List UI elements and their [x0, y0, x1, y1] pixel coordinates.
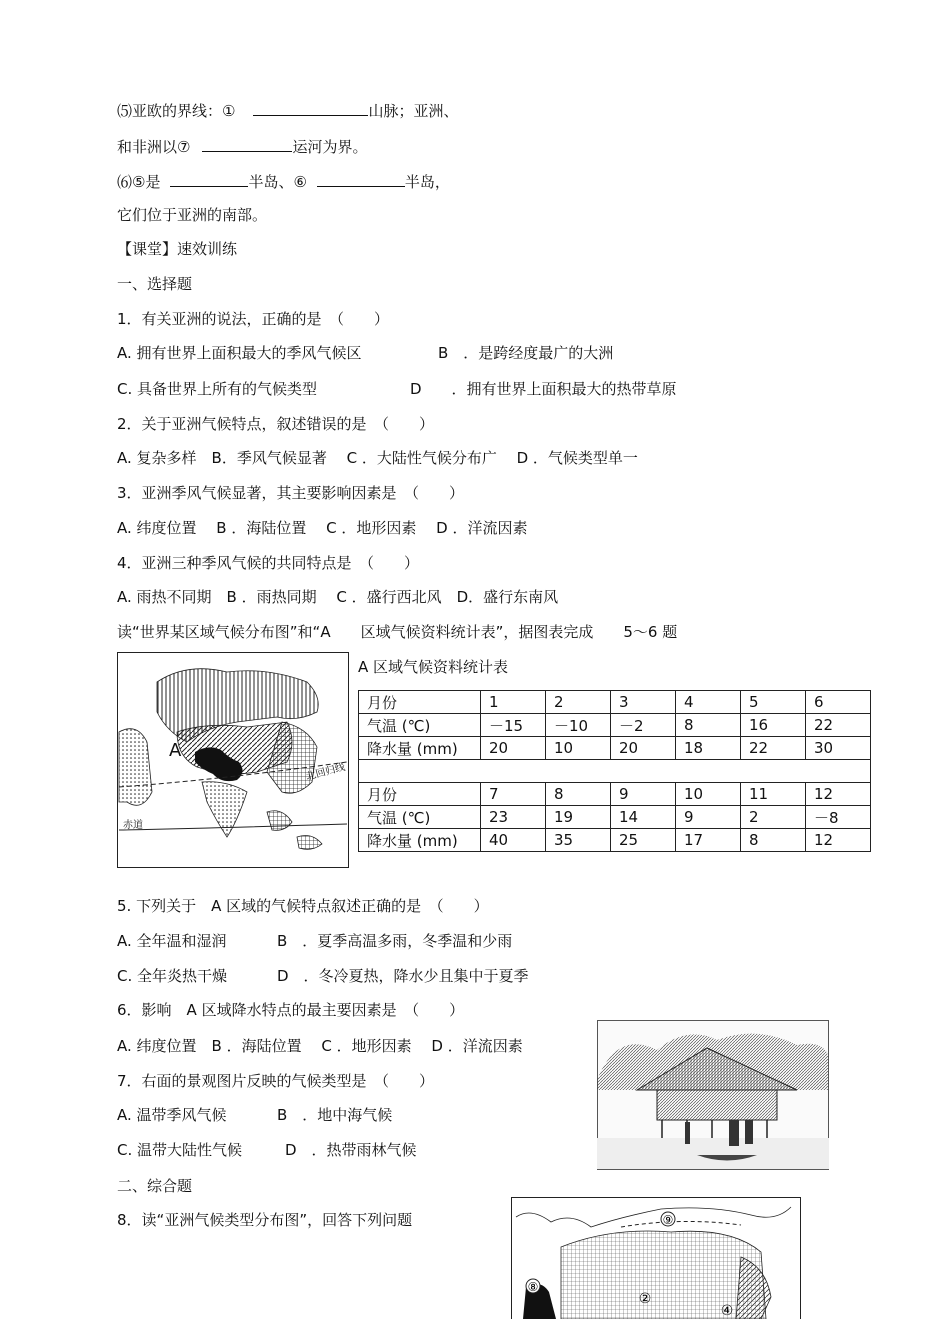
table-cell: 10 — [676, 783, 741, 806]
q3-options[interactable]: A. 纬度位置 B ．海陆位置 C ．地形因素 D ．洋流因素 — [117, 519, 528, 537]
table-cell: 12 — [806, 829, 871, 852]
table-cell: 23 — [481, 806, 546, 829]
table-cell: 4 — [676, 691, 741, 714]
q3-stem: 3．亚洲季风气候显著，其主要影响因素是 （ ） — [117, 484, 465, 502]
table-cell: 14 — [611, 806, 676, 829]
q1-option-a[interactable]: A. 拥有世界上面积最大的季风气候区 — [117, 344, 362, 362]
q1-option-b[interactable]: B ．是跨经度最广的大洲 — [438, 344, 614, 362]
q7-option-b[interactable]: B ．地中海气候 — [277, 1106, 393, 1124]
asia-climate-map — [511, 1197, 801, 1319]
table-header-temp: 气温 (℃) — [359, 714, 481, 737]
table-cell: 19 — [546, 806, 611, 829]
q7-stem: 7．右面的景观图片反映的气候类型是 （ ） — [117, 1072, 435, 1090]
q4-options[interactable]: A. 雨热不同期 B ．雨热同期 C ．盛行西北风 D．盛行东南风 — [117, 588, 559, 606]
table-cell: －8 — [806, 806, 871, 829]
map-label-a: A — [169, 740, 182, 761]
section5-mid: 山脉；亚洲、 — [368, 102, 459, 120]
table-row — [359, 806, 871, 829]
table-cell: 8 — [741, 829, 806, 852]
table-cell: 16 — [741, 714, 806, 737]
blank-peninsula-5[interactable] — [170, 170, 248, 187]
part2-title: 二、综合题 — [117, 1177, 193, 1195]
table-cell: 1 — [481, 691, 546, 714]
table-cell: －2 — [611, 714, 676, 737]
q7-option-d[interactable]: D ．热带雨林气候 — [285, 1141, 417, 1159]
table-cell: 5 — [741, 691, 806, 714]
section6-prefix: ⑹⑤是 — [117, 173, 161, 191]
table-cell: 18 — [676, 737, 741, 760]
part1-title: 一、选择题 — [117, 275, 193, 293]
q1-option-c[interactable]: C. 具备世界上所有的气候类型 — [117, 380, 318, 398]
map-label-8: ⑧ — [527, 1280, 539, 1294]
table-row — [359, 829, 871, 852]
table-cell: 2 — [546, 691, 611, 714]
q2-stem: 2．关于亚洲气候特点，叙述错误的是 （ ） — [117, 415, 435, 433]
tropic-label: 北回归线 — [304, 761, 347, 783]
section6-suffix: 半岛， — [404, 173, 450, 191]
q5-option-b[interactable]: B ．夏季高温多雨，冬季温和少雨 — [277, 932, 513, 950]
table-cell: 22 — [806, 714, 871, 737]
q2-options[interactable]: A. 复杂多样 B．季风气候显著 C ．大陆性气候分布广 D ．气候类型单一 — [117, 449, 638, 467]
section5-prefix: ⑸亚欧的界线：① — [117, 102, 236, 120]
section5-line2-suffix: 运河为界。 — [292, 138, 368, 156]
q5-option-a[interactable]: A. 全年温和湿润 — [117, 932, 227, 950]
blank-mountain[interactable] — [253, 99, 368, 116]
table-cell: 40 — [481, 829, 546, 852]
table-spacer-row — [359, 760, 871, 783]
section5-line1 — [117, 99, 458, 121]
table-cell: 25 — [611, 829, 676, 852]
equator-label: 赤道 — [123, 820, 143, 831]
table-header-month: 月份 — [359, 691, 481, 714]
q6-stem: 6．影响 A 区域降水特点的最主要因素是 （ ） — [117, 1001, 465, 1019]
section5-line2-prefix: 和非洲以⑦ — [117, 138, 191, 156]
section6-line2: 它们位于亚洲的南部。 — [117, 206, 268, 224]
table-cell: 6 — [806, 691, 871, 714]
read-instruction: 读“世界某区域气候分布图”和“A 区域气候资料统计表”，据图表完成 5～6 题 — [117, 623, 678, 641]
house-body — [657, 1090, 777, 1120]
q7-option-a[interactable]: A. 温带季风气候 — [117, 1106, 227, 1124]
table-row — [359, 783, 871, 806]
blank-peninsula-6[interactable] — [317, 170, 405, 187]
table-cell: 22 — [741, 737, 806, 760]
climate-table — [358, 690, 871, 852]
map-label-4: ④ — [720, 1303, 734, 1319]
section6-mid: 半岛、⑥ — [248, 173, 307, 191]
table-row — [359, 737, 871, 760]
section5-line2 — [117, 135, 367, 157]
landscape-picture — [597, 1020, 829, 1170]
table-cell: －15 — [481, 714, 546, 737]
q4-stem: 4．亚洲三种季风气候的共同特点是 （ ） — [117, 554, 420, 572]
table-cell: 3 — [611, 691, 676, 714]
table-cell: 2 — [741, 806, 806, 829]
training-title: 【课堂】速效训练 — [117, 240, 238, 258]
q5-stem: 5. 下列关于 A 区域的气候特点叙述正确的是 （ ） — [117, 897, 489, 915]
map-label-2: ② — [638, 1291, 652, 1307]
water — [597, 1138, 829, 1169]
q8-stem: 8．读“亚洲气候类型分布图”，回答下列问题 — [117, 1211, 413, 1229]
table-cell: 9 — [676, 806, 741, 829]
climate-distribution-map — [117, 652, 349, 868]
table-row — [359, 714, 871, 737]
table-header-precip: 降水量 (mm) — [359, 829, 481, 852]
table-cell: 11 — [741, 783, 806, 806]
table-cell: 20 — [611, 737, 676, 760]
table-title: A 区域气候资料统计表 — [358, 658, 509, 676]
table-cell: 7 — [481, 783, 546, 806]
q6-options[interactable]: A. 纬度位置 B ．海陆位置 C ．地形因素 D ．洋流因素 — [117, 1037, 523, 1055]
table-cell: 35 — [546, 829, 611, 852]
table-cell: 20 — [481, 737, 546, 760]
q1-stem: 1．有关亚洲的说法，正确的是 （ ） — [117, 310, 390, 328]
table-cell: 12 — [806, 783, 871, 806]
table-cell: 8 — [546, 783, 611, 806]
table-cell: 9 — [611, 783, 676, 806]
asia-landmass — [561, 1231, 766, 1319]
blank-canal[interactable] — [202, 135, 292, 152]
table-cell: 30 — [806, 737, 871, 760]
table-cell: 8 — [676, 714, 741, 737]
q7-option-c[interactable]: C. 温带大陆性气候 — [117, 1141, 243, 1159]
q1-option-d[interactable]: D ．拥有世界上面积最大的热带草原 — [410, 380, 677, 398]
table-cell: 10 — [546, 737, 611, 760]
table-row — [359, 691, 871, 714]
table-cell: －10 — [546, 714, 611, 737]
q5-option-c[interactable]: C. 全年炎热干燥 — [117, 967, 228, 985]
section6-line1 — [117, 170, 450, 192]
table-header-temp: 气温 (℃) — [359, 806, 481, 829]
table-cell: 17 — [676, 829, 741, 852]
q5-option-d[interactable]: D ．冬冷夏热，降水少且集中于夏季 — [277, 967, 529, 985]
table-header-precip: 降水量 (mm) — [359, 737, 481, 760]
map-label-9: ⑨ — [662, 1213, 674, 1227]
table-header-month: 月份 — [359, 783, 481, 806]
